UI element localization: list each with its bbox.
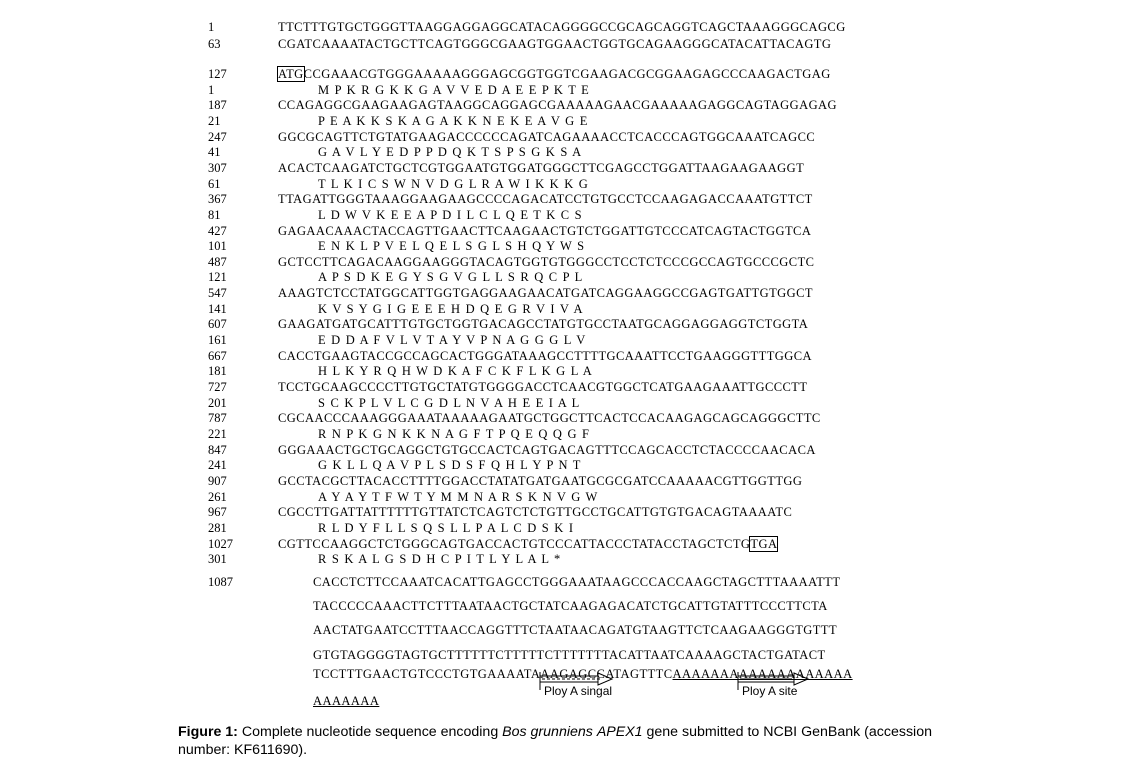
stop-codon: TGA <box>750 537 778 551</box>
dna-line-number: 787 <box>208 411 227 425</box>
utr-sequence-line: AACTATGAATCCTTTAACCAGGTTTCTAATAACAGATGTAAGTTCTCAAGAAGGGTGTTT <box>313 623 838 637</box>
dna-sequence-line <box>278 411 821 426</box>
amino-acid-line: G K L L Q A V P L S D S F Q H L Y P N T <box>318 458 582 472</box>
aa-line-number: 241 <box>208 458 227 472</box>
dna-sequence-line <box>278 474 802 489</box>
dna-sequence-line <box>278 224 811 239</box>
dna-sequence: GCTCCTTCAGACAAGGAAGGGTACAGTGGTGTGGGCCTCCTCTCCCGCCAGTGCCCGCTC <box>278 255 815 269</box>
aa-line-number: 81 <box>208 208 221 222</box>
dna-line-number: 367 <box>208 192 227 206</box>
dna-sequence-line <box>278 380 807 395</box>
caption-text-2: gene submitted to NCBI GenBank (accession number: KF611690). <box>178 724 932 758</box>
utr-sequence-line: TACCCCCAAACTTCTTTAATAACTGCTATCAAGAGACATCTGCATTGTATTTCCCTTCTA <box>313 599 828 613</box>
dna-line-number: 427 <box>208 224 227 238</box>
dna-sequence: GGGAAACTGCTGCAGGCTGTGCCACTCAGTGACAGTTTCCAGCACCTCTACCCCAACACA <box>278 443 816 457</box>
dna-line-number: 907 <box>208 474 227 488</box>
amino-acid-line: T L K I C S W N V D G L R A W I K K K G <box>318 177 590 191</box>
amino-acid-line: L D W V K E E A P D I L C L Q E T K C S <box>318 208 583 222</box>
dna-line-number: 127 <box>208 67 227 81</box>
amino-acid-line: P E A K K S K A G A K K N E K E A V G E <box>318 114 589 128</box>
poly-a-tail-end: AAAAAAA <box>313 694 380 708</box>
aa-line-number: 1 <box>208 83 215 97</box>
aa-line-number: 181 <box>208 364 227 378</box>
dna-line-number: 727 <box>208 380 227 394</box>
aa-line-number: 41 <box>208 145 221 159</box>
dna-sequence: CGTTCCAAGGCTCTGGGCAGTGACCACTGTCCCATTACCCTATACCTAGCTCTG <box>278 537 751 551</box>
caption-species: Bos grunniens <box>502 724 593 740</box>
start-codon: ATG <box>278 67 304 81</box>
dna-line-number: 607 <box>208 317 227 331</box>
utr-sequence: TCCTTTGAACTGTCCCTGTGAA <box>313 667 507 681</box>
aa-line-number: 21 <box>208 114 221 128</box>
dna-sequence: ACACTCAAGATCTGCTCGTGGAATGTGGATGGGCTTCGAGCCTGGATTAAGAAGAAGGT <box>278 161 805 175</box>
amino-acid-line: R L D Y F L L S Q S L L P A L C D S K I <box>318 521 575 535</box>
dna-line-number: 847 <box>208 443 227 457</box>
dna-line-number: 967 <box>208 505 227 519</box>
amino-acid-line: H L K Y R Q H W D K A F C K F L K G L A <box>318 364 593 378</box>
dna-sequence-line <box>278 161 804 176</box>
dna-sequence-line <box>278 537 777 552</box>
dna-sequence-line: CGATCAAAATACTGCTTCAGTGGGCGAAGTGGAACTGGTGCAGAAGGGCATACATTACAGTG <box>278 37 832 51</box>
amino-acid-line: A P S D K E G Y S G V G L L S R Q C P L <box>318 270 584 284</box>
dna-sequence: GCCTACGCTTACACCTTTTGGACCTATATGATGAATGCGCGATCCAAAAACGTTGGTTGG <box>278 474 803 488</box>
dna-sequence: GAAGATGATGCATTTGTGCTGGTGACAGCCTATGTGCCTAATGCAGGAGGAGGTCTGGTA <box>278 317 809 331</box>
poly-a-tail: AAAAAAAAAAAAAAAAAAA <box>672 667 853 681</box>
amino-acid-line: E N K L P V E L Q E L S G L S H Q Y W S <box>318 239 586 253</box>
aa-line-number: 101 <box>208 239 227 253</box>
dna-sequence: CCGAAACGTGGGAAAAAGGGAGCGGTGGTCGAAGACGCGGAAGAGCCCAAGACTGAG <box>303 67 831 81</box>
polya-signal-annotation <box>540 670 660 700</box>
dna-line-number: 487 <box>208 255 227 269</box>
dna-sequence-line <box>278 349 812 364</box>
caption-label: Figure 1: <box>178 724 238 740</box>
amino-acid-line: K V S Y G I G E E E H D Q E G R V I V A <box>318 302 584 316</box>
amino-acid-line: M P K R G K K G A V V E D A E E P K T E <box>318 83 590 97</box>
aa-line-number: 121 <box>208 270 227 284</box>
dna-line-number: 1027 <box>208 537 233 551</box>
dna-sequence: AAAGTCTCCTATGGCATTGGTGAGGAAGAACATGATCAGGAAGGCCGAGTGATTGTGGCT <box>278 286 814 300</box>
aa-line-number: 281 <box>208 521 227 535</box>
polya-signal-sequence: AATAAA <box>506 667 560 681</box>
caption-gene: APEX1 <box>596 724 643 740</box>
aa-line-number: 261 <box>208 490 227 504</box>
dna-sequence-line <box>278 67 831 82</box>
dna-sequence-line <box>278 192 813 207</box>
utr-sequence-line: GTGTAGGGGTAGTGCTTTTTTCTTTTTCTTTTTTTACATTAATCAAAAGCTACTGATACT <box>313 648 826 662</box>
aa-line-number: 141 <box>208 302 227 316</box>
dna-sequence: CGCCTTGATTATTTTTTGTTATCTCAGTCTCTGTTGCCTGCATTGTGTGACAGTAAAATC <box>278 505 793 519</box>
dna-sequence-line <box>278 443 816 458</box>
utr-sequence: GAGCCATAGTTTC <box>559 667 673 681</box>
amino-acid-line: G A V L Y E D P P D Q K T S P S G K S A <box>318 145 583 159</box>
aa-line-number: 221 <box>208 427 227 441</box>
amino-acid-line: S C K P L V L C G D L N V A H E E I A L <box>318 396 581 410</box>
polya-signal-label: Ploy A singal <box>544 684 613 698</box>
dna-sequence: CACCTGAAGTACCGCCAGCACTGGGATAAAGCCTTTTGCAAATTCCTGAAGGGTTTGGCA <box>278 349 813 363</box>
dna-line-number: 547 <box>208 286 227 300</box>
dna-sequence-line <box>278 98 837 113</box>
aa-line-number: 201 <box>208 396 227 410</box>
dna-sequence: TCCTGCAAGCCCCTTGTGCTATGTGGGGACCTCAACGTGGCTCATGAAGAAATTGCCCTT <box>278 380 808 394</box>
dna-line-number: 187 <box>208 98 227 112</box>
aa-line-number: 301 <box>208 552 227 566</box>
dna-sequence-line <box>278 317 808 332</box>
amino-acid-line: R S K A L G S D H C P I T L Y L A L * <box>318 552 562 566</box>
amino-acid-line: R N P K G N K K N A G F T P Q E Q Q G F <box>318 427 591 441</box>
dna-sequence: CCAGAGGCGAAGAAGAGTAAGGCAGGAGCGAAAAAGAACGAAAAAGAGGCAGTAGGAGAG <box>278 98 838 112</box>
dna-sequence-line <box>278 286 813 301</box>
dna-sequence-line <box>278 255 814 270</box>
polya-site-label: Ploy A site <box>742 684 798 698</box>
dna-line-number: 307 <box>208 161 227 175</box>
dna-sequence: GAGAACAAACTACCAGTTGAACTTCAAGAACTGTCTGGATTGTCCCATCAGTACTGGTCA <box>278 224 812 238</box>
tail-line-number: 1087 <box>208 575 233 589</box>
figure-caption <box>178 723 958 759</box>
dna-line-number: 667 <box>208 349 227 363</box>
amino-acid-line: E D D A F V L V T A Y V P N A G G G L V <box>318 333 587 347</box>
dna-sequence: TTAGATTGGGTAAAGGAAGAAGCCCCAGACATCCTGTGCCTCCAAGAGACCAAATGTTCT <box>278 192 813 206</box>
aa-line-number: 161 <box>208 333 227 347</box>
dna-line-number: 247 <box>208 130 227 144</box>
aa-line-number: 61 <box>208 177 221 191</box>
dna-sequence: GGCGCAGTTCTGTATGAAGACCCCCCAGATCAGAAAACCTCACCCAGTGGCAAATCAGCC <box>278 130 816 144</box>
dna-sequence-line: TTCTTTGTGCTGGGTTAAGGAGGAGGCATACAGGGGCCGCAGCAGGTCAGCTAAAGGGCAGCG <box>278 20 846 34</box>
polya-site-annotation <box>738 670 858 700</box>
amino-acid-line: A Y A Y T F W T Y M M N A R S K N V G W <box>318 490 599 504</box>
caption-text-1: Complete nucleotide sequence encoding <box>237 724 503 740</box>
utr-sequence-line: CACCTCTTCCAAATCACATTGAGCCTGGGAAATAAGCCCACCAAGCTAGCTTTAAAATTT <box>313 575 841 589</box>
line-number: 1 <box>208 20 215 34</box>
dna-sequence-line <box>278 505 792 520</box>
dna-sequence-line <box>278 130 815 145</box>
line-number: 63 <box>208 37 221 51</box>
dna-sequence: CGCAACCCAAAGGGAAATAAAAAGAATGCTGGCTTCACTCCACAAGAGCAGCAGGGCTTC <box>278 411 821 425</box>
